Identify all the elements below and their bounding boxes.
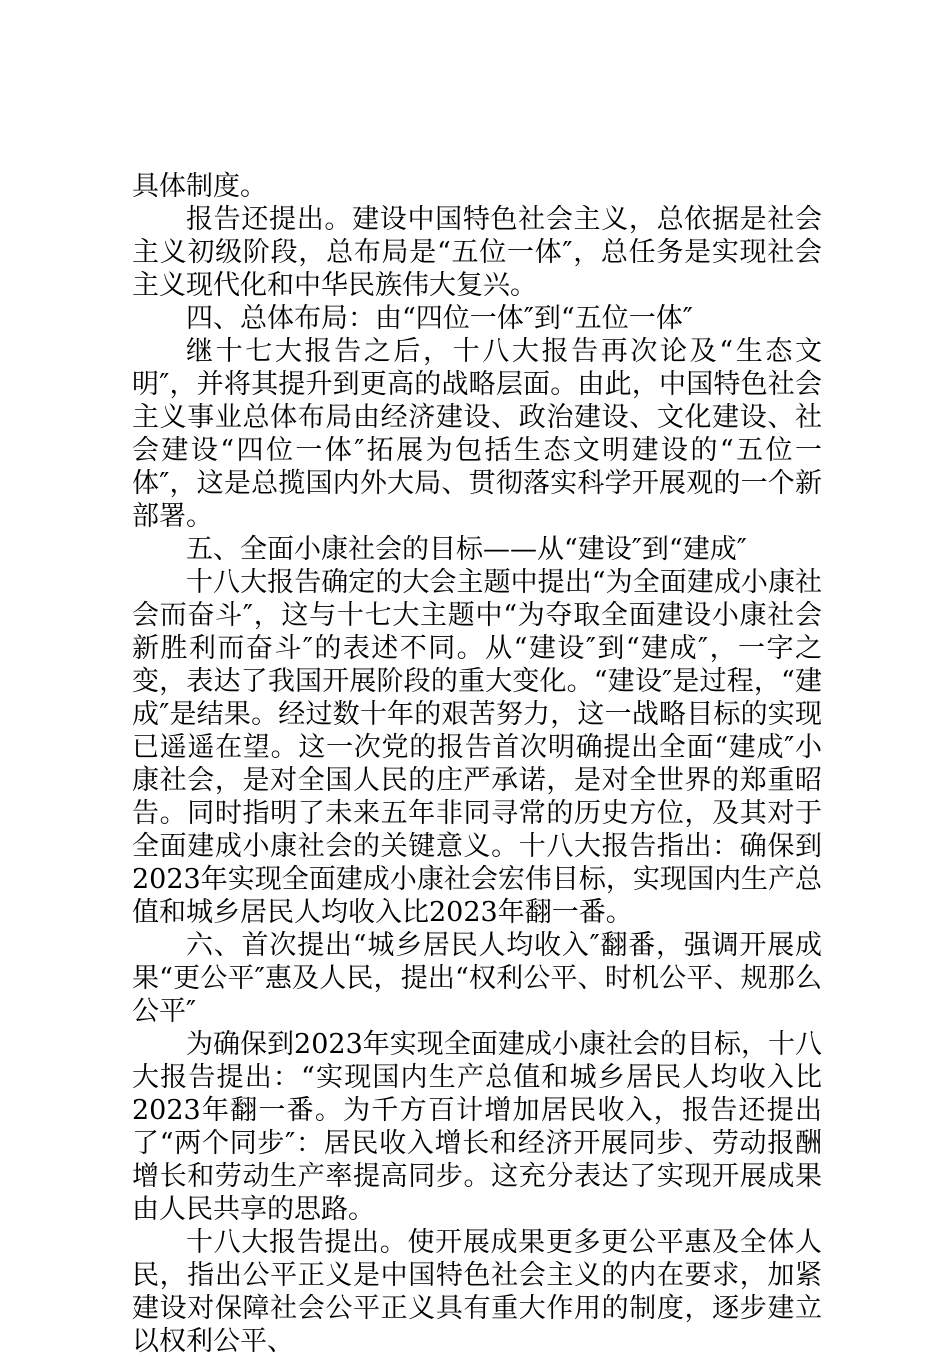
paragraph: 报告还提出。建设中国特色社会主义，总依据是社会主义初级阶段，总布局是“五位一体″，总任务是实现社会主义现代化和中华民族伟大复兴。 [132, 204, 822, 301]
paragraph: 十八大报告确定的大会主题中提出“为全面建成小康社会而奋斗″，这与十七大主题中“为夺取全面建设小康社会新胜利而奋斗″的表述不同。从“建设″到“建成″，一字之变，表达了我国开展阶段的重大变化。“建设″是过程，“建成″是结果。经过数十年的艰苦努力，这一战略目标的实现已遥遥在望。这一次党的报告首次明确提出全面“建成″小康社会，是对全国人民的庄严承诺，是对全世界的郑重昭告。同时指明了未来五年非同寻常的历史方位，及其对于全面建成小康社会的关键意义。十八大报告指出：确保到2023年实现全面建成小康社会宏伟目标，实现国内生产总值和城乡居民人均收入比2023年翻一番。 [132, 567, 822, 928]
document-body [132, 170, 822, 1358]
section-heading-4: 四、总体布局：由“四位一体″到“五位一体″ [186, 303, 693, 334]
paragraph: 继十七大报告之后，十八大报告再次论及“生态文明″，并将其提升到更高的战略层面。由此，中国特色社会主义事业总体布局由经济建设、政治建设、文化建设、社会建设“四位一体″拓展为包括生态文明建设的“五位一体″，这是总揽国内外大局、贯彻落实科学开展观的一个新部署。 [132, 336, 822, 532]
paragraph: 十八大报告提出。使开展成果更多更公平惠及全体人民，指出公平正义是中国特色社会主义的内在要求，加紧建设对保障社会公平正义具有重大作用的制度，逐步建立以权利公平、 [132, 1227, 822, 1357]
section-heading-5: 五、全面小康社会的目标——从“建设″到“建成″ [186, 534, 747, 565]
paragraph: 为确保到2023年实现全面建成小康社会的目标，十八大报告提出：“实现国内生产总值和城乡居民人均收入比2023年翻一番。为千方百计增加居民收入，报告还提出了“两个同步″：居民收入增长和经济开展同步、劳动报酬增长和劳动生产率提高同步。这充分表达了实现开展成果由人民共享的思路。 [132, 1029, 822, 1225]
section-heading-6: 六、首次提出“城乡居民人均收入″翻番，强调开展成果“更公平″惠及人民，提出“权利公平、时机公平、规那么公平″ [132, 930, 822, 1027]
paragraph-continuation: 具体制度。 [132, 171, 267, 202]
